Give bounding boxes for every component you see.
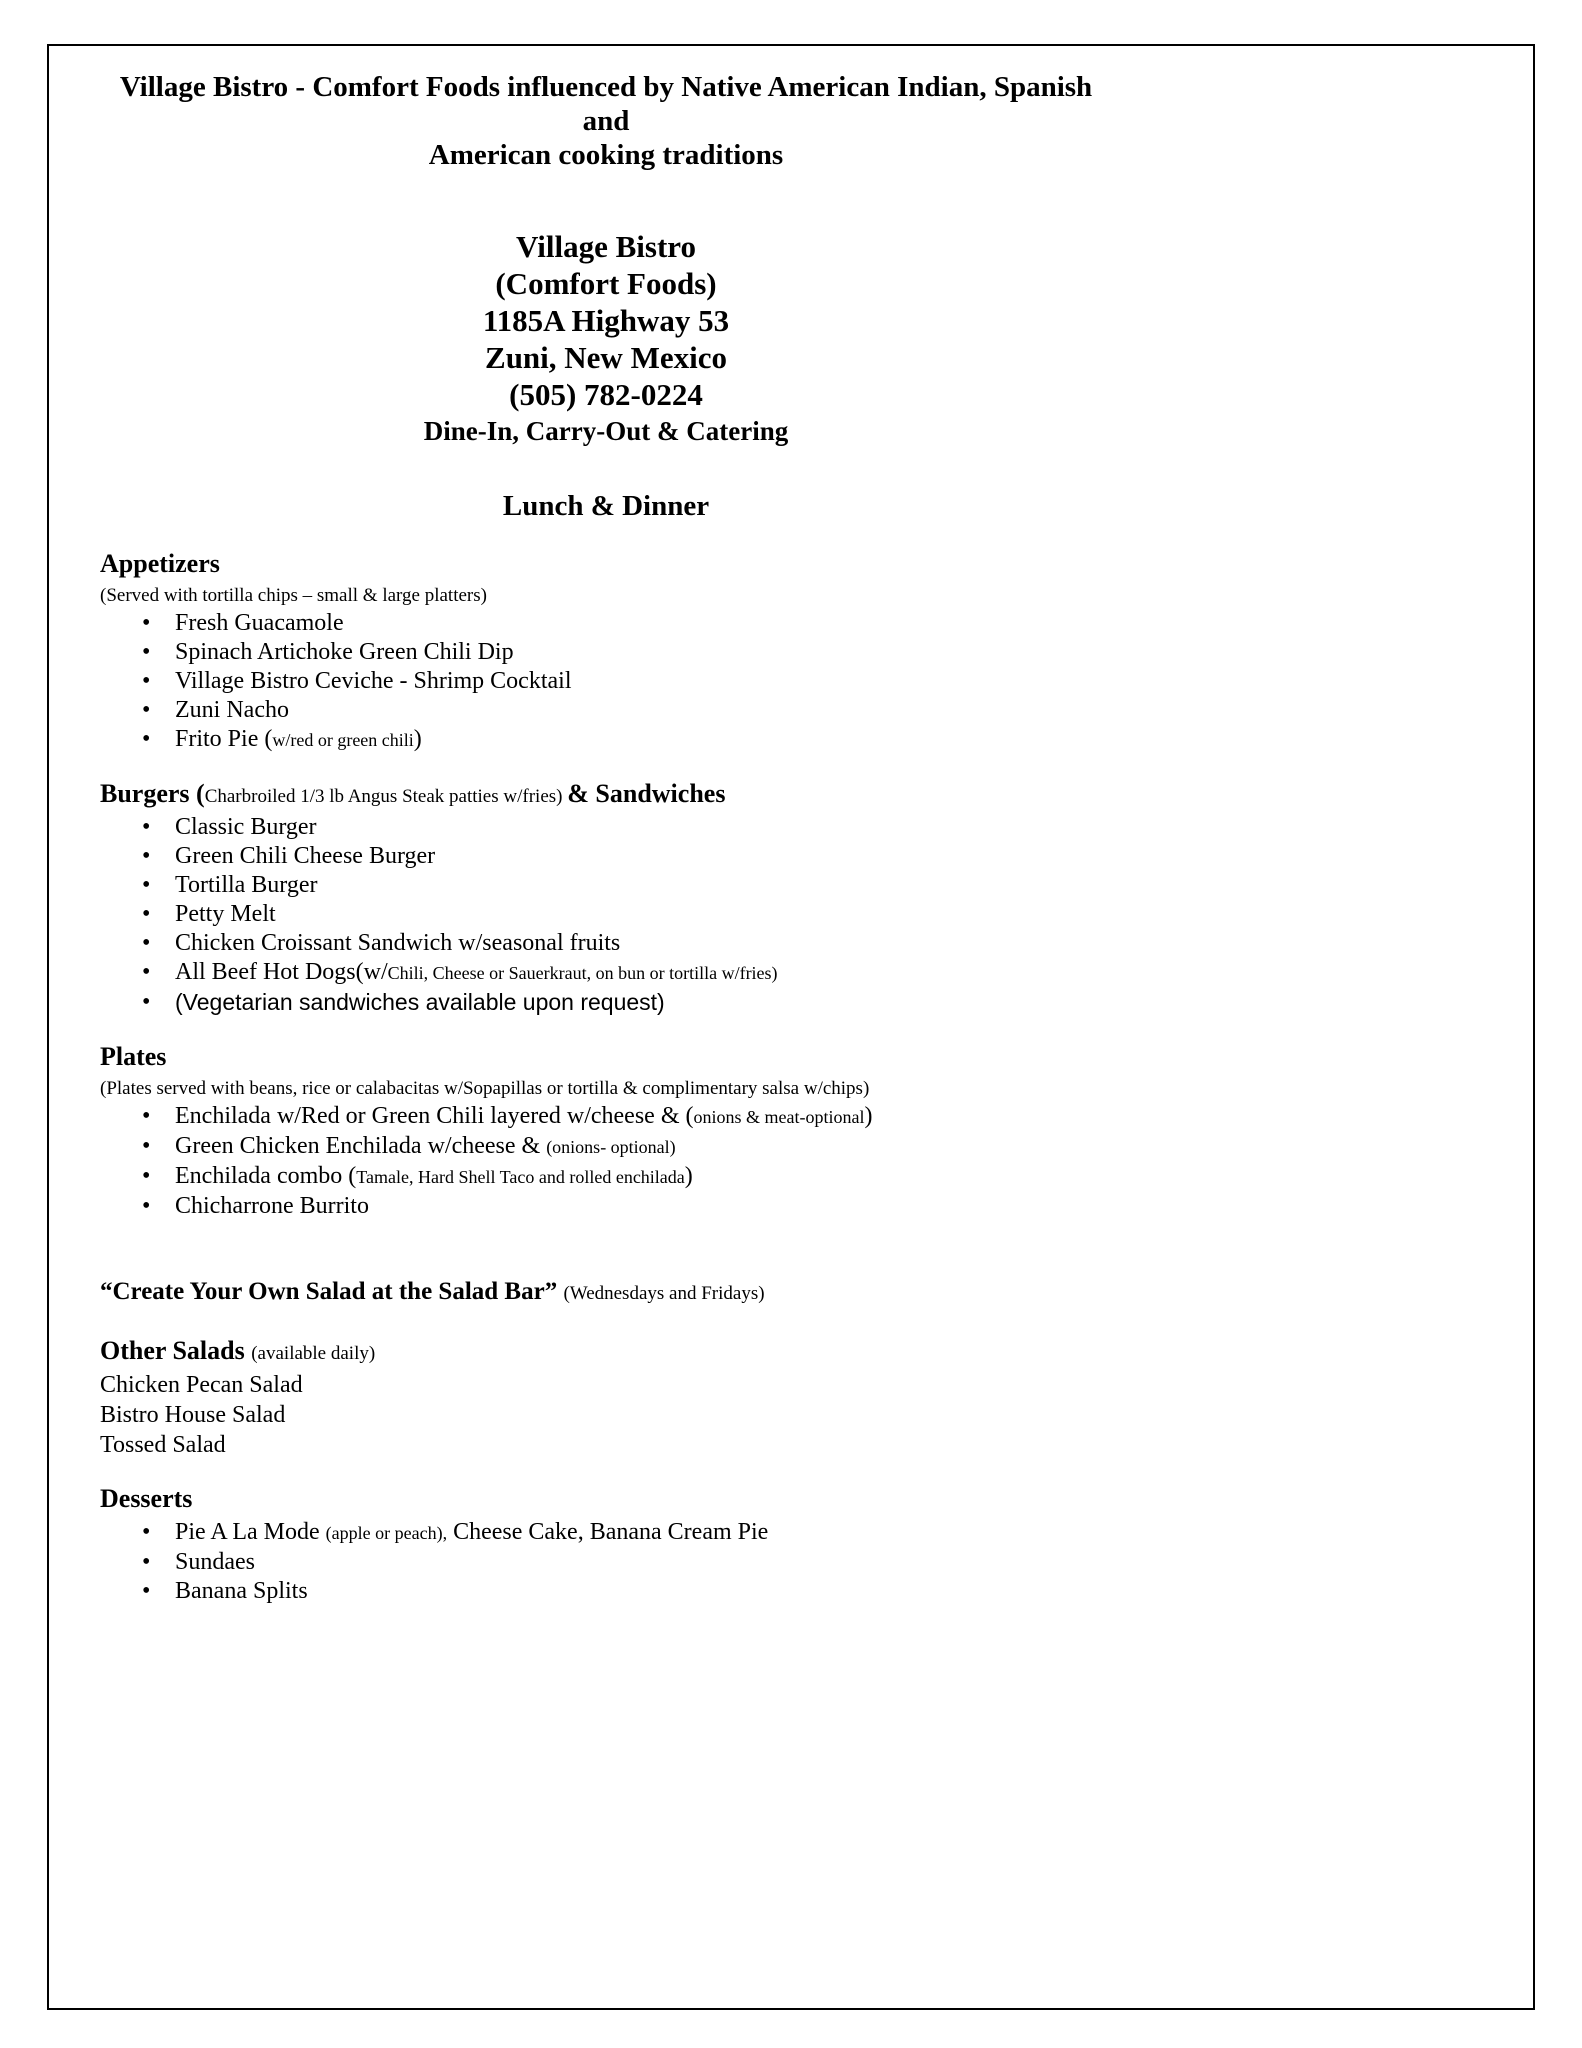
menu-item: [100, 1370, 1112, 1400]
bullet-marker: •: [142, 1103, 151, 1129]
menu-item: [100, 988, 1112, 1018]
menu-item: [100, 1400, 1112, 1430]
business-address-street: 1185A Highway 53: [482, 303, 730, 338]
bullet-marker: •: [142, 959, 151, 985]
bullet-marker: •: [142, 989, 151, 1015]
menu-item-text-part: onions & meat-optional: [693, 1107, 865, 1127]
section-heading: [100, 1484, 1112, 1518]
bullet-marker: •: [142, 639, 151, 665]
bullet-marker: •: [142, 1133, 151, 1159]
menu-sections: [100, 549, 1112, 1606]
menu-item: [100, 871, 1112, 900]
menu-section-appetizers: [100, 549, 1112, 755]
menu-item-text: [175, 725, 1112, 755]
menu-item-text-part: Chili, Cheese or Sauerkraut, on bun or tortilla w/fries): [387, 963, 778, 983]
menu-item: [100, 1430, 1112, 1460]
menu-item-text-part: ): [684, 1163, 693, 1189]
menu-item: [100, 958, 1112, 988]
menu-item-text-part: Petty Melt: [175, 901, 276, 927]
menu-item-text-part: (onions- optional): [546, 1137, 676, 1157]
menu-item-text-part: Green Chicken Enchilada w/cheese &: [175, 1133, 547, 1159]
menu-item-text: [100, 1372, 303, 1398]
menu-item-text-part: ): [413, 726, 422, 752]
menu-item-text: [175, 871, 1112, 900]
menu-item-text-part: Village Bistro Ceviche - Shrimp Cocktail: [175, 668, 572, 694]
bullet-marker: •: [142, 901, 151, 927]
menu-item-text: [175, 813, 1112, 842]
business-phone: (505) 782-0224: [509, 377, 703, 412]
menu-item: [100, 842, 1112, 871]
bullet-marker: •: [142, 726, 151, 752]
section-heading-text: Burgers (: [100, 779, 205, 808]
menu-item-text-part: Frito Pie (: [175, 726, 273, 752]
menu-item-text: [175, 1577, 1112, 1606]
menu-item-text: [175, 988, 1112, 1018]
menu-item-text-part: Spinach Artichoke Green Chili Dip: [175, 639, 514, 665]
menu-item: [100, 667, 1112, 696]
business-info-block: [100, 228, 1112, 449]
menu-section-other-salads: [100, 1336, 1112, 1460]
bullet-marker: •: [142, 1578, 151, 1604]
menu-item-text: [100, 1432, 226, 1458]
menu-item: [100, 1192, 1112, 1221]
menu-item-text-part: Chicken Pecan Salad: [100, 1372, 303, 1398]
business-address-city: Zuni, New Mexico: [485, 340, 727, 375]
menu-item-text-part: Pie A La Mode: [175, 1519, 326, 1545]
menu-item-text-part: w/red or green chili: [272, 730, 414, 750]
menu-item-text-part: Bistro House Salad: [100, 1402, 286, 1428]
bullet-marker: •: [142, 814, 151, 840]
menu-item: [100, 1548, 1112, 1577]
menu-item: [100, 900, 1112, 929]
business-alt-name: (Comfort Foods): [495, 266, 717, 301]
page-content: [100, 70, 1112, 1606]
menu-item-text: [175, 638, 1112, 667]
menu-item: [100, 929, 1112, 958]
menu-item-text: [175, 958, 1112, 988]
menu-item-text-part: Banana Splits: [175, 1578, 308, 1604]
menu-item-text-part: (Vegetarian sandwiches available upon request): [175, 989, 665, 1015]
menu-item: [100, 1102, 1112, 1132]
section-heading: [100, 549, 1112, 583]
menu-section-burgers-sandwiches: [100, 779, 1112, 1018]
menu-item: [100, 638, 1112, 667]
document-title: [100, 70, 1112, 172]
menu-item: [100, 1577, 1112, 1606]
section-heading-text: (Wednesdays and Fridays): [563, 1283, 765, 1304]
bullet-marker: •: [142, 843, 151, 869]
section-heading-text: Appetizers: [100, 549, 220, 578]
menu-item: [100, 1518, 1112, 1548]
section-note: (Plates served with beans, rice or calabacitas w/Sopapillas or tortilla & complimentary salsa w/chips): [100, 1078, 870, 1099]
section-heading-text: (available daily): [251, 1343, 376, 1364]
menu-item-text: [175, 1102, 1112, 1132]
section-heading: [100, 779, 1112, 813]
menu-item-text-part: Sundaes: [175, 1549, 255, 1575]
menu-item-text: [175, 667, 1112, 696]
bullet-marker: •: [142, 668, 151, 694]
menu-section-desserts: [100, 1484, 1112, 1606]
menu-item-text-part: Chicharrone Burrito: [175, 1193, 369, 1219]
menu-item-text: [175, 1192, 1112, 1221]
menu-item-text-part: All Beef Hot Dogs(w/: [175, 959, 388, 985]
bullet-marker: •: [142, 697, 151, 723]
menu-item-text-part: Fresh Guacamole: [175, 610, 344, 636]
menu-item-text: [175, 900, 1112, 929]
section-note: (Served with tortilla chips – small & large platters): [100, 585, 487, 606]
menu-item: [100, 1162, 1112, 1192]
section-heading: [100, 1336, 1112, 1370]
business-name: Village Bistro: [516, 229, 696, 264]
bullet-marker: •: [142, 1549, 151, 1575]
menu-item-text-part: Enchilada combo (: [175, 1163, 357, 1189]
menu-item: [100, 609, 1112, 638]
menu-item-text: [175, 609, 1112, 638]
section-heading-text: Other Salads: [100, 1336, 252, 1365]
menu-section-plates: [100, 1042, 1112, 1221]
menu-title: Lunch & Dinner: [502, 490, 710, 522]
menu-item-text: [175, 842, 1112, 871]
menu-item: [100, 1132, 1112, 1162]
document-title-line2: American cooking traditions: [428, 139, 784, 171]
bullet-marker: •: [142, 1193, 151, 1219]
bullet-marker: •: [142, 930, 151, 956]
section-heading-text: & Sandwiches: [567, 779, 726, 808]
menu-item-text-part: Tossed Salad: [100, 1432, 226, 1458]
menu-item-text-part: Cheese Cake, Banana Cream Pie: [447, 1519, 769, 1545]
document-title-line1: Village Bistro - Comfort Foods influenced by Native American Indian, Spanish and: [119, 71, 1093, 137]
menu-item-text: [175, 929, 1112, 958]
menu-item-text-part: Tamale, Hard Shell Taco and rolled enchilada: [356, 1167, 685, 1187]
business-services: Dine-In, Carry-Out & Catering: [423, 416, 789, 446]
section-heading: [100, 1042, 1112, 1076]
menu-item-text: [175, 1162, 1112, 1192]
menu-item-text: [175, 1132, 1112, 1162]
section-heading-text: “Create Your Own Salad at the Salad Bar”: [100, 1278, 564, 1305]
bullet-marker: •: [142, 1163, 151, 1189]
menu-item: [100, 813, 1112, 842]
menu-item: [100, 725, 1112, 755]
menu-item-text: [175, 1518, 1112, 1548]
bullet-marker: •: [142, 610, 151, 636]
menu-item-text-part: (apple or peach),: [325, 1523, 448, 1543]
menu-item-text-part: Chicken Croissant Sandwich w/seasonal fruits: [175, 930, 621, 956]
menu-item-text: [100, 1402, 285, 1428]
menu-item-text-part: Enchilada w/Red or Green Chili layered w/cheese & (: [175, 1103, 694, 1129]
menu-item-text-part: Green Chili Cheese Burger: [175, 843, 436, 869]
menu-item-text-part: Classic Burger: [175, 814, 317, 840]
section-heading-text: Desserts: [100, 1484, 193, 1513]
menu-item: [100, 696, 1112, 725]
bullet-marker: •: [142, 1519, 151, 1545]
menu-item-text-part: ): [864, 1103, 873, 1129]
section-heading: [100, 1277, 1112, 1310]
menu-item-text: [175, 1548, 1112, 1577]
menu-section-salad-bar: [100, 1277, 1112, 1310]
bullet-marker: •: [142, 872, 151, 898]
section-heading-text: Plates: [100, 1042, 167, 1071]
menu-item-text-part: Zuni Nacho: [175, 697, 289, 723]
section-heading-text: Charbroiled 1/3 lb Angus Steak patties w/fries): [204, 786, 568, 807]
menu-item-text: [175, 696, 1112, 725]
menu-item-text-part: Tortilla Burger: [175, 872, 318, 898]
